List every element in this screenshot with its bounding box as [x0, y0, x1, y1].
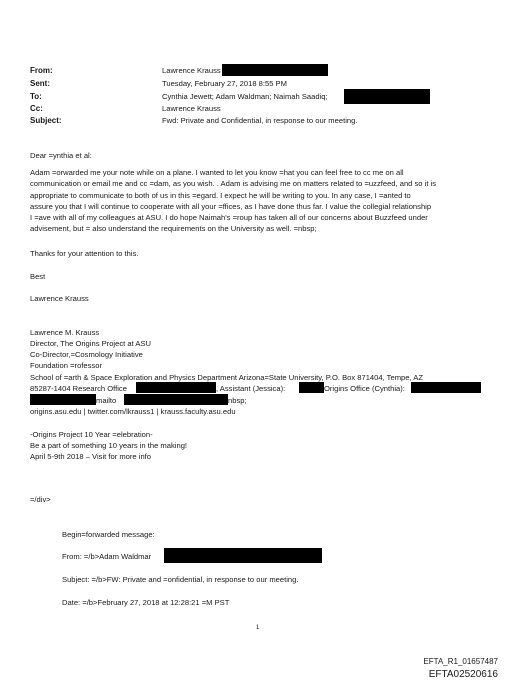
paragraph-line: I =ave with all of my colleagues at ASU. I do hope Naimah's =roup has taken all of our concerns about Buzzfeed under	[30, 213, 428, 223]
paragraph-line: assure you that I will continue to cooperate with all your =ffices, as I have done thus far. I value the collegial relationship	[30, 201, 432, 211]
signature-title: Foundation =rofessor	[30, 361, 102, 370]
forwarded-subject: Subject: =/b>FW: Private and =onfidential, in response to our meeting.	[62, 575, 299, 584]
forwarded-intro: Begin=forwarded message:	[62, 530, 155, 539]
redaction-box	[124, 394, 228, 405]
paragraph-line: advisement, but = also understand the requirements on the University as well. =nbsp;	[30, 224, 317, 234]
sent-label: Sent:	[30, 79, 50, 88]
signoff-name: Lawrence Krauss	[30, 294, 89, 303]
signature-mailto: mailto	[96, 396, 117, 405]
page-number: 1	[256, 625, 260, 631]
from-value: Lawrence Krauss	[162, 66, 221, 75]
signature-name: Lawrence M. Krauss	[30, 328, 100, 337]
signature-event: Be a part of something 10 years in the making!	[30, 441, 188, 450]
signature-event: April 5-9th 2018 – Visit for more info	[30, 452, 151, 461]
paragraph-line: Adam =orwarded me your note while on a plane. I wanted to let you know =hat you can feel free to cc me on all	[30, 168, 404, 177]
signature-title: Director, The Origins Project at ASU	[30, 339, 151, 348]
closing-line: Best	[30, 272, 46, 281]
redaction-box	[411, 382, 481, 393]
paragraph-line: communication or email me and cc =dam, as you wish. . Adam is advising me on matters related to =uzzfeed, and so it is	[30, 179, 437, 189]
signature-assistant: , Assistant (Jessica):	[216, 384, 286, 393]
sent-value: Tuesday, February 27, 2018 8:55 PM	[162, 79, 287, 88]
to-value: Cynthia Jewett; Adam Waldman; Naimah Saadiq;	[162, 92, 328, 101]
to-label: To:	[30, 92, 42, 101]
bates-number: EFTA02520616	[428, 669, 498, 680]
forwarded-from: From: =/b>Adam Waldmar	[62, 552, 152, 561]
redaction-box	[344, 89, 430, 104]
thanks-line: Thanks for your attention to this.	[30, 249, 139, 258]
cc-label: Cc:	[30, 104, 43, 113]
from-label: From:	[30, 66, 53, 75]
signature-address: School of =arth & Space Exploration and Physics Department Arizona=State University, P.O. Box 871404, Tempe, AZ	[30, 373, 423, 382]
div-close-tag: =/div>	[30, 495, 51, 504]
forwarded-date: Date: =/b>February 27, 2018 at 12:28:21 =M PST	[62, 598, 230, 607]
cc-value: Lawrence Krauss	[162, 104, 221, 113]
signature-nbsp: nbsp;	[228, 396, 247, 405]
signature-research-office: 85287-1404 Research Office	[30, 384, 127, 393]
body-paragraph	[30, 167, 492, 235]
redaction-box	[136, 382, 216, 393]
signature-event: -Origins Project 10 Year =elebration-	[30, 430, 153, 439]
greeting: Dear =ynthia et al:	[30, 151, 92, 160]
bates-number: EFTA_R1_01657487	[423, 657, 498, 666]
signature-title: Co-Director,=Cosmology Initiative	[30, 350, 143, 359]
redaction-box	[30, 394, 96, 405]
signature-origins-office: Origins Office (Cynthia):	[324, 384, 405, 393]
redaction-box	[164, 548, 322, 563]
subject-label: Subject:	[30, 116, 62, 125]
subject-value: Fwd: Private and Confidential, in response to our meeting.	[162, 116, 358, 125]
paragraph-line: appropriate to communicate to both of us in this =egard. I expect he will be writing to you. In any case, I =anted to	[30, 190, 411, 200]
signature-links: origins.asu.edu | twitter.com/lkrauss1 | krauss.faculty.asu.edu	[30, 407, 236, 416]
redaction-box	[222, 64, 328, 76]
redaction-box	[299, 382, 324, 393]
